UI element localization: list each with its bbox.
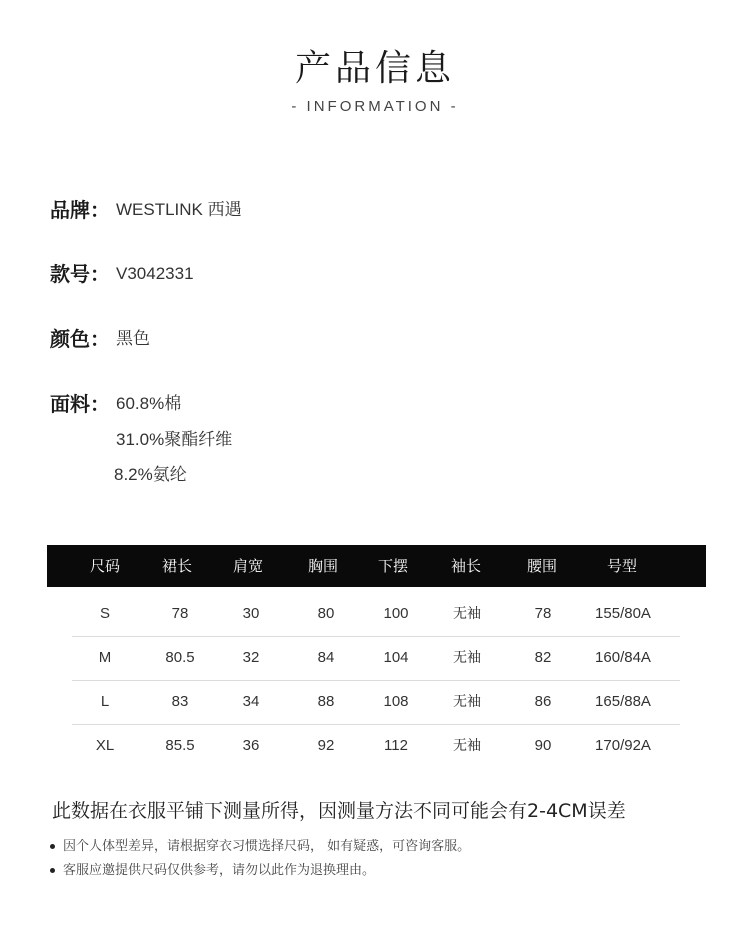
table-row [72,724,680,768]
fabric-line-1: 60.8%棉 [116,394,182,413]
cell-length: 78 [171,605,189,622]
color-value: 黑色 [116,329,150,348]
col-header-waist: 腰围 [526,557,558,575]
model-row [50,261,194,287]
col-header-hem: 下摆 [377,557,409,575]
col-header-sleeve: 袖长 [450,557,482,575]
table-row [72,592,680,637]
cell-waist: 86 [534,693,552,710]
col-header-fit: 号型 [606,557,638,575]
note-item-2 [50,859,375,878]
cell-chest: 84 [317,649,335,666]
table-row [72,636,680,681]
page-title: 产品信息 [294,48,455,89]
cell-chest: 80 [317,605,335,622]
col-header-shoulder: 肩宽 [232,557,264,575]
table-row [72,680,680,725]
cell-hem: 108 [383,693,409,710]
cell-size: L [100,693,110,710]
cell-shoulder: 32 [242,649,260,666]
fabric-row [50,391,181,417]
cell-fit: 155/80A [595,605,651,622]
cell-hem: 104 [383,649,409,666]
model-label: 款号： [50,262,110,286]
cell-hem: 112 [384,737,408,754]
page-subtitle: - INFORMATION - [291,98,459,115]
brand-row [50,197,242,223]
model-value: V3042331 [116,264,194,283]
cell-hem: 100 [383,605,409,622]
cell-shoulder: 36 [242,737,260,754]
cell-fit: 165/88A [595,693,651,710]
note-text: 因个人体型差异，请根据穿衣习惯选择尺码， 如有疑惑，可咨询客服。 [63,839,471,854]
color-row [50,326,150,352]
color-label: 颜色： [50,327,110,351]
cell-chest: 92 [317,737,335,754]
cell-size: XL [95,737,115,754]
cell-length: 80.5 [165,649,195,666]
cell-waist: 78 [534,605,552,622]
col-header-chest: 胸围 [307,557,339,575]
cell-length: 83 [171,693,189,710]
measurement-note: 此数据在衣服平铺下测量所得，因测量方法不同可能会有2-4CM误差 [52,800,626,822]
bullet-icon [50,868,55,873]
note-item-1 [50,835,470,854]
cell-sleeve: 无袖 [453,738,481,754]
bullet-icon [50,844,55,849]
fabric-line-2: 31.0%聚酯纤维 [116,430,233,449]
cell-fit: 170/92A [595,737,651,754]
cell-fit: 160/84A [595,649,651,666]
cell-sleeve: 无袖 [453,650,481,666]
cell-chest: 88 [317,693,335,710]
cell-sleeve: 无袖 [453,606,481,622]
col-header-size: 尺码 [89,557,121,575]
brand-value: WESTLINK 西遇 [116,200,242,219]
cell-size: M [98,649,112,666]
cell-shoulder: 30 [242,605,260,622]
brand-label: 品牌： [50,198,110,222]
cell-size: S [99,605,111,622]
cell-waist: 82 [534,649,552,666]
fabric-label: 面料： [50,392,110,416]
fabric-line-3: 8.2%氨纶 [114,465,187,484]
cell-sleeve: 无袖 [453,694,481,710]
size-table-header [47,545,706,587]
cell-waist: 90 [534,737,552,754]
cell-length: 85.5 [165,737,195,754]
cell-shoulder: 34 [242,693,260,710]
col-header-length: 裙长 [161,557,193,575]
note-text: 客服应邀提供尺码仅供参考，请勿以此作为退换理由。 [63,863,376,878]
